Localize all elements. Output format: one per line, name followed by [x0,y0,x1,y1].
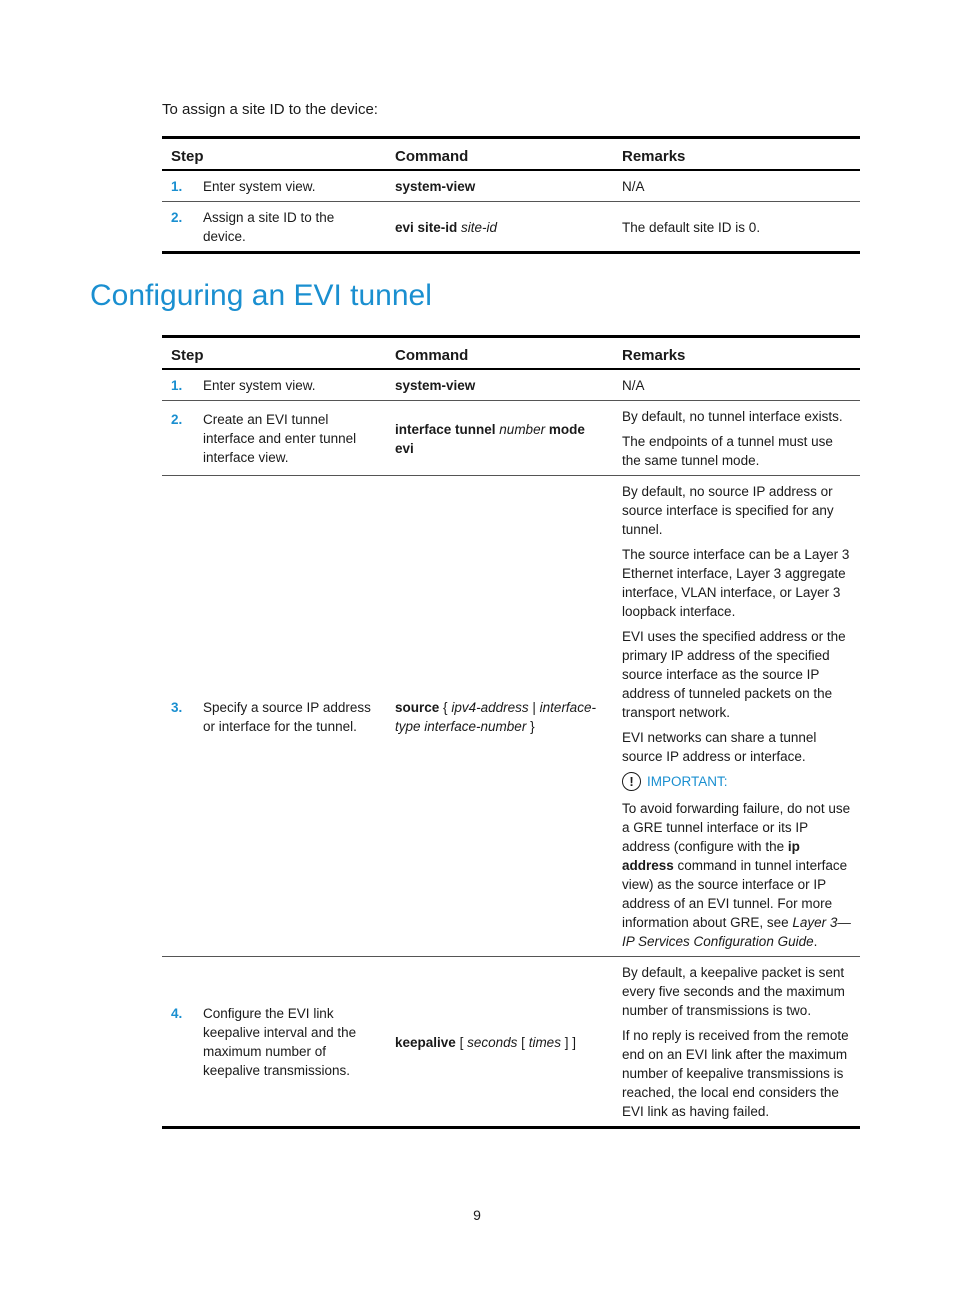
command-keyword: mode evi [395,421,585,456]
command-bracket: [ [459,1034,464,1050]
remarks-paragraph: By default, no source IP address or source interface is specified for any tunnel. [622,484,834,537]
table-row [162,202,860,253]
evi-tunnel-table [162,335,860,1129]
important-callout [622,772,851,791]
step-text: Configure the EVI link keepalive interval and the maximum number of keepalive transmissions. [203,1006,357,1078]
command-pipe: | [532,699,536,715]
command-bracket: [ [521,1034,525,1050]
command-bracket: ] ] [564,1034,576,1050]
header-step: Step [162,138,386,171]
table-row [162,401,860,476]
table-header-row [162,337,860,370]
command-argument: number [499,421,546,437]
table-row [162,957,860,1128]
command-argument: times [528,1034,561,1050]
intro-text: To assign a site ID to the device: [162,101,378,118]
command-keyword: ip address [622,839,800,873]
important-label: IMPORTANT: [647,774,728,789]
step-number: 2. [171,412,183,427]
remarks-text: The default site ID is 0. [622,219,761,235]
remarks-paragraph: EVI uses the specified address or the primary IP address of the specified source interface as the source IP address of tunneled packets on the transport network. [622,629,846,720]
remarks-paragraph: The endpoints of a tunnel must use the same tunnel mode. [622,434,833,468]
table-row [162,369,860,401]
command-argument: interface-type interface-number [395,699,596,734]
remarks-paragraph: By default, no tunnel interface exists. [622,409,843,424]
command-keyword: system-view [395,378,476,393]
header-remarks: Remarks [613,337,860,370]
step-text: Enter system view. [203,179,316,194]
remarks-text: N/A [622,179,645,194]
header-command: Command [386,138,613,171]
step-number: 3. [171,699,183,715]
section-heading: Configuring an EVI tunnel [90,279,432,312]
step-text: Specify a source IP address or interface for the tunnel. [203,699,371,734]
important-text-part: command in tunnel interface view) as the source interface or IP address of an EVI tunnel. For more information about GRE, see [622,858,848,930]
important-text [622,799,851,951]
remarks-paragraph: By default, a keepalive packet is sent every five seconds and the maximum number of transmissions is two. [622,965,845,1018]
remarks-paragraph: EVI networks can share a tunnel source IP address or interface. [622,730,817,764]
command-brace: { [443,699,448,715]
command-keyword: source [395,699,440,715]
command-keyword: keepalive [395,1034,456,1050]
step-number: 1. [171,179,183,194]
command-keyword: interface tunnel [395,421,496,437]
table-row [162,170,860,202]
step-number: 2. [171,210,183,225]
command-argument: seconds [467,1034,518,1050]
command-argument: ipv4-address [451,699,529,715]
header-step: Step [162,337,386,370]
guide-reference: Layer 3—IP Services Configuration Guide [622,915,851,949]
header-command: Command [386,337,613,370]
command-keyword: evi site-id [395,219,458,235]
step-text: Assign a site ID to the device. [203,210,335,244]
exclamation-circle-icon: ! [622,772,641,791]
remarks-text: N/A [622,378,645,393]
remarks-paragraph: If no reply is received from the remote end on an EVI link after the maximum number of keepalive transmissions is reached, the local end considers the EVI link as having failed. [622,1028,849,1119]
important-text-part: To avoid forwarding failure, do not use a GRE tunnel interface or its IP address (configure with the [622,801,851,854]
site-id-table [162,136,860,254]
command-brace: } [530,718,535,734]
header-remarks: Remarks [613,138,860,171]
important-text-part: . [813,934,818,949]
step-number: 4. [171,1006,183,1021]
step-number: 1. [171,378,183,393]
remarks-paragraph: The source interface can be a Layer 3 Ethernet interface, Layer 3 aggregate interface, VLAN interface, or Layer 3 loopback interface. [622,547,850,619]
command-argument: site-id [461,219,498,235]
table-header-row [162,138,860,171]
table-row [162,476,860,957]
command-keyword: system-view [395,179,476,194]
page-number: 9 [473,1207,481,1223]
step-text: Create an EVI tunnel interface and enter tunnel interface view. [203,412,357,465]
step-text: Enter system view. [203,378,316,393]
